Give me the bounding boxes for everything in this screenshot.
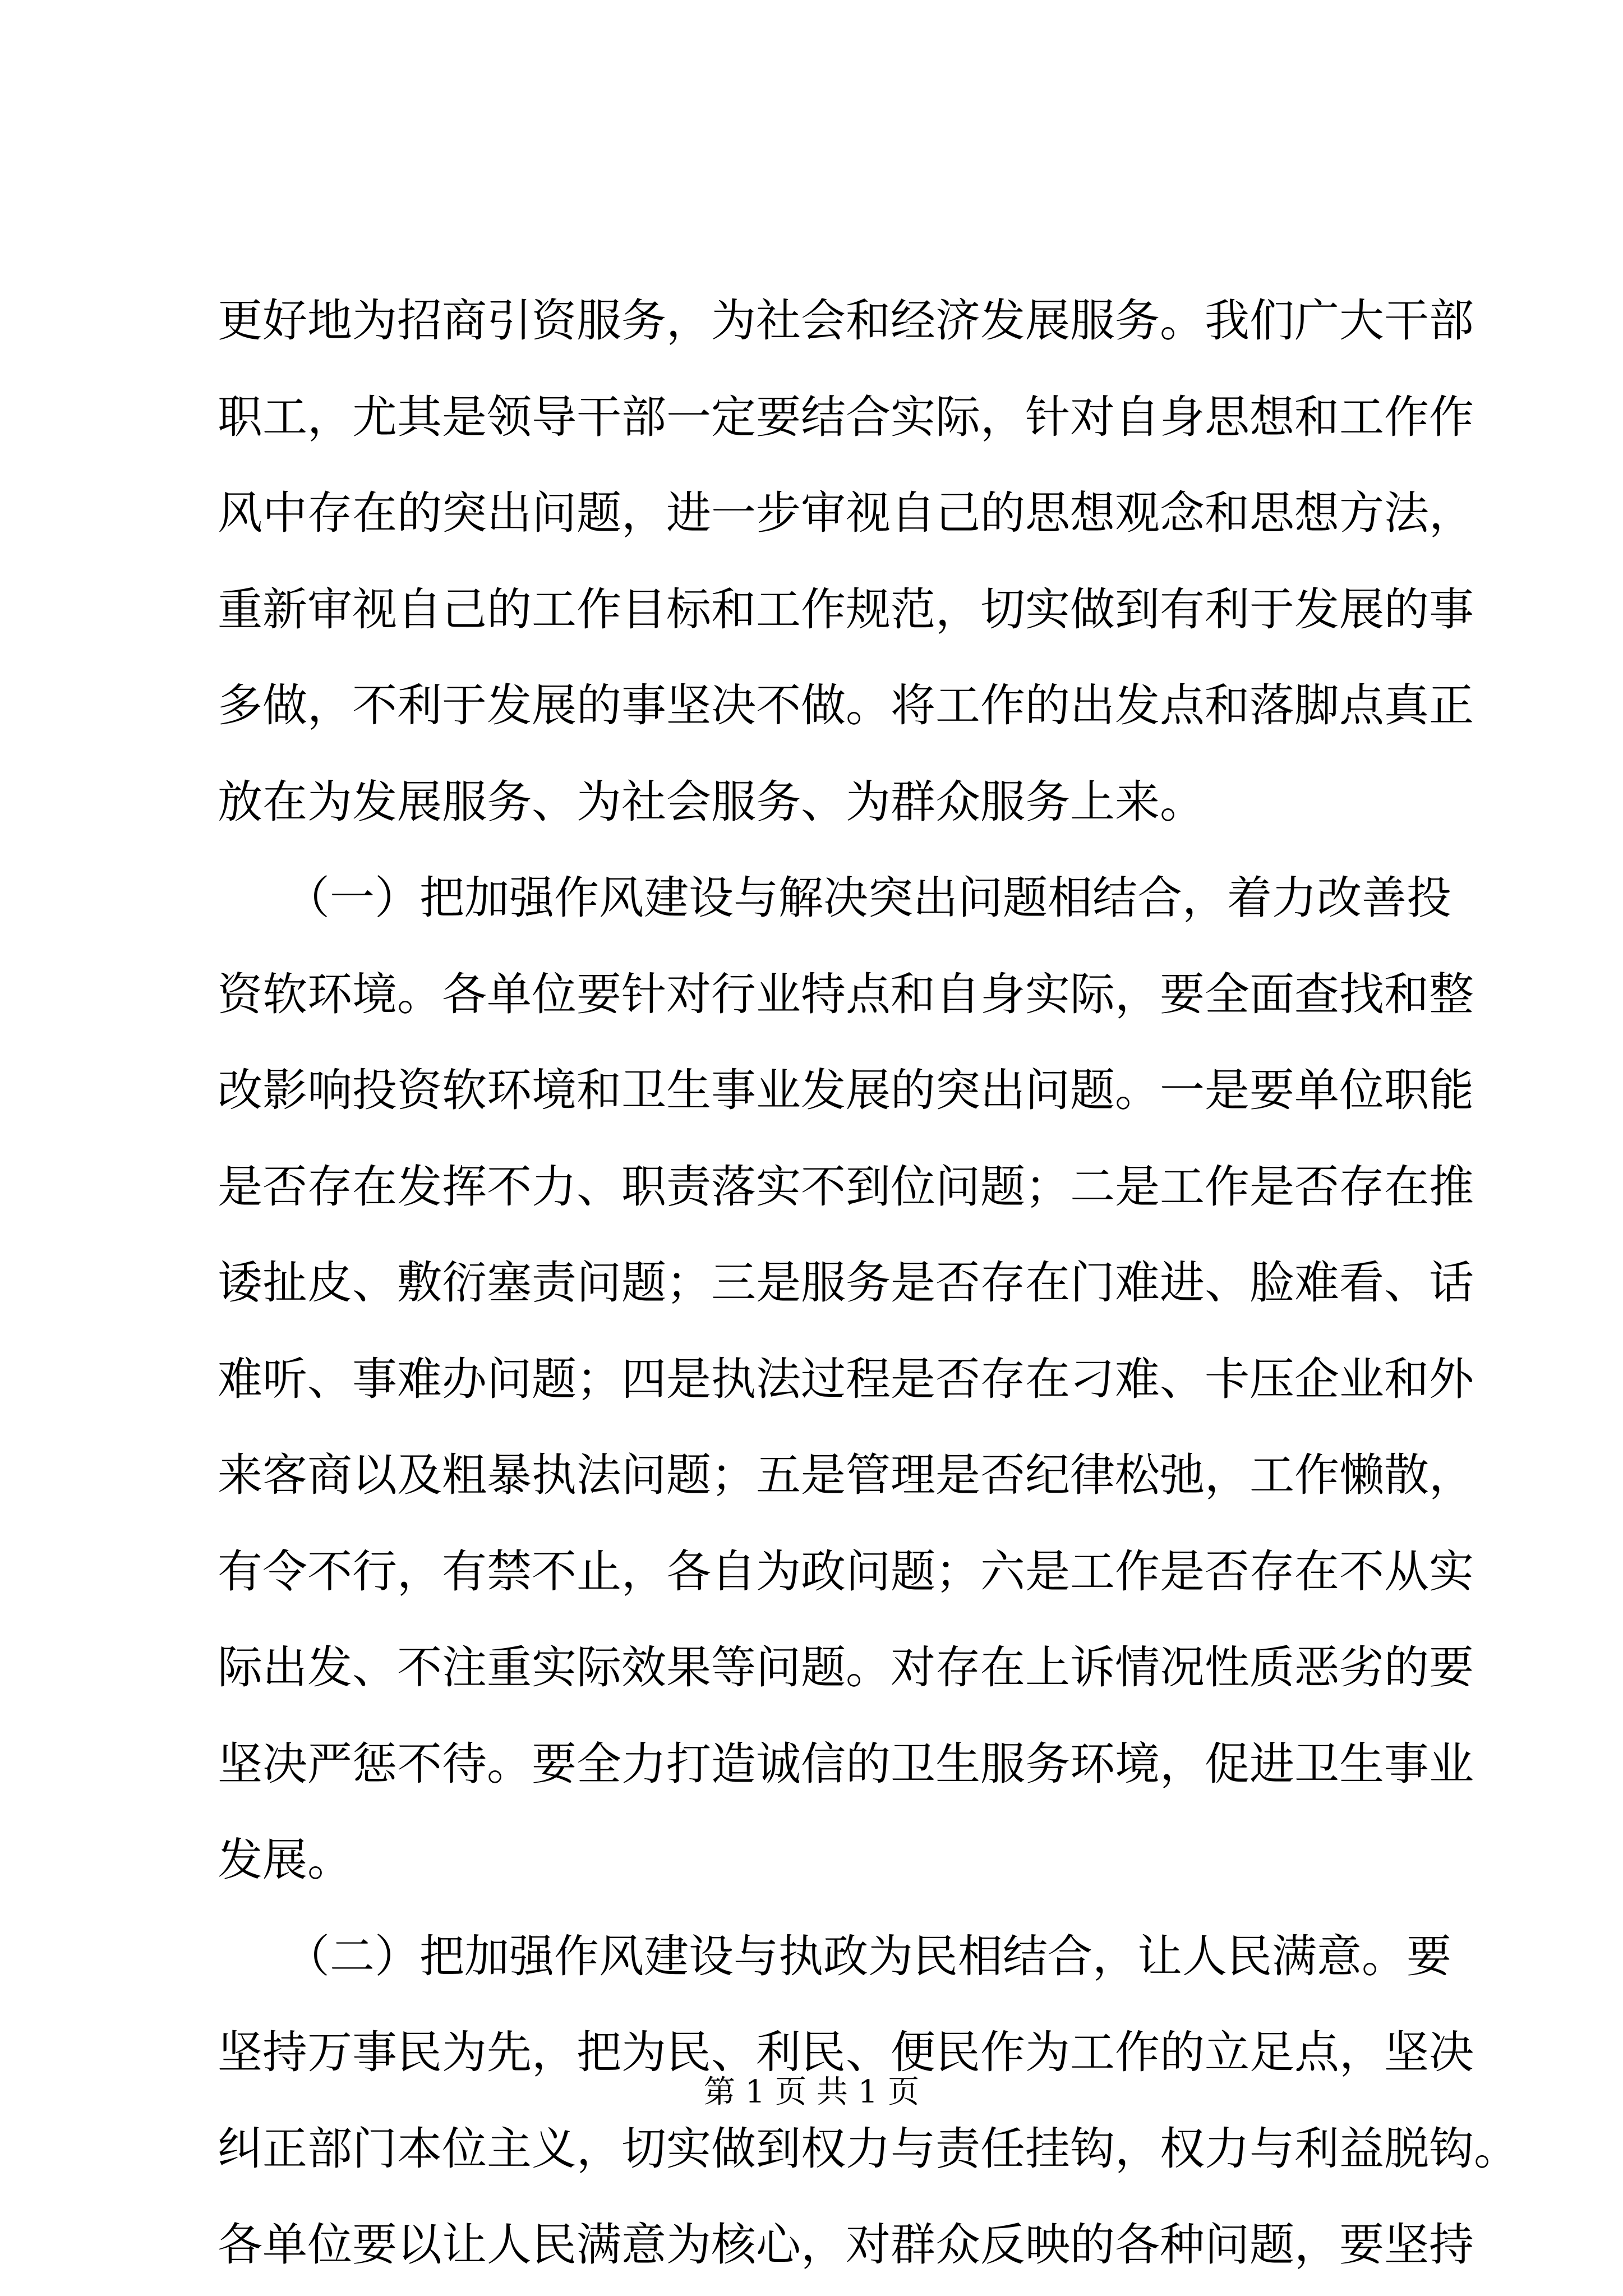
- document-body: [218, 273, 1519, 2293]
- text-line: 重新审视自己的工作目标和工作规范，切实做到有利于发展的事: [218, 583, 1474, 636]
- text-line: 多做，不利于发展的事坚决不做。将工作的出发点和落脚点真正: [218, 679, 1474, 731]
- text-line: （二）把加强作风建设与执政为民相结合，让人民满意。要: [218, 1930, 1451, 1982]
- text-line: 难听、事难办问题；四是执法过程是否存在刁难、卡压企业和外: [218, 1352, 1474, 1405]
- text-line: 纠正部门本位主义，切实做到权力与责任挂钩，权力与利益脱钩。: [218, 2122, 1519, 2175]
- text-line: 来客商以及粗暴执法问题；五是管理是否纪律松弛，工作懒散，: [218, 1449, 1474, 1501]
- text-line: 资软环境。各单位要针对行业特点和自身实际，要全面查找和整: [218, 968, 1474, 1020]
- text-line: 坚持万事民为先，把为民、利民、便民作为工作的立足点，坚决: [218, 2026, 1474, 2078]
- text-line: 发展。: [218, 1834, 352, 1886]
- text-line: 改影响投资软环境和卫生事业发展的突出问题。一是要单位职能: [218, 1064, 1474, 1116]
- text-line: 更好地为招商引资服务，为社会和经济发展服务。我们广大干部: [218, 295, 1474, 347]
- text-line: 有令不行，有禁不止，各自为政问题；六是工作是否存在不从实: [218, 1545, 1474, 1598]
- text-line: 职工，尤其是领导干部一定要结合实际，针对自身思想和工作作: [218, 390, 1474, 443]
- text-line: 各单位要以让人民满意为核心，对群众反映的各种问题，要坚持: [218, 2219, 1474, 2271]
- text-line: 是否存在发挥不力、职责落实不到位问题；二是工作是否存在推: [218, 1160, 1474, 1213]
- text-line: 际出发、不注重实际效果等问题。对存在上诉情况性质恶劣的要: [218, 1641, 1474, 1694]
- text-line: 风中存在的突出问题，进一步审视自己的思想观念和思想方法，: [218, 487, 1474, 539]
- text-line: 坚决严惩不待。要全力打造诚信的卫生服务环境，促进卫生事业: [218, 1737, 1474, 1790]
- text-line: 放在为发展服务、为社会服务、为群众服务上来。: [218, 775, 1205, 828]
- text-line: 诿扯皮、敷衍塞责问题；三是服务是否存在门难进、脸难看、话: [218, 1257, 1474, 1309]
- page-footer: 第 1 页 共 1 页: [703, 2074, 920, 2110]
- text-line: （一）把加强作风建设与解决突出问题相结合，着力改善投: [218, 872, 1451, 924]
